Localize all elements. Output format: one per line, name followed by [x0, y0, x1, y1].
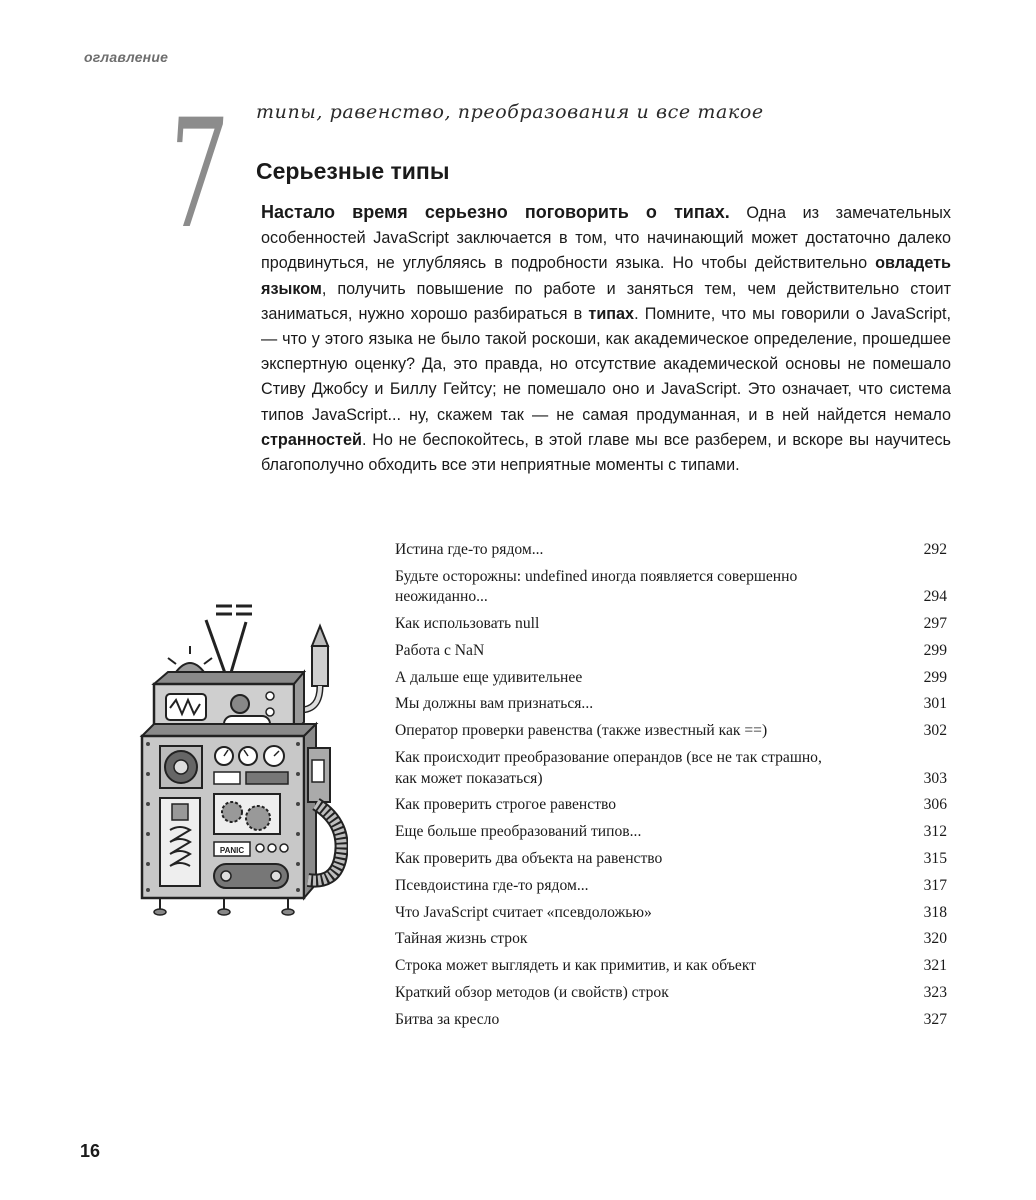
toc-entry[interactable]: [395, 694, 947, 715]
toc-entry-title: Тайная жизнь строк: [395, 930, 528, 948]
page-number: 16: [80, 1141, 101, 1161]
intro-text: Одна из замечательных особенностей JavaScript заключается в том, что начинающий может достаточно далеко продвинуться, не углубляясь в подробности языка. Но чтобы действительно: [261, 204, 952, 273]
toc-entry[interactable]: [395, 929, 947, 950]
toc-entry-title: Псевдоистина где-то рядом...: [395, 876, 589, 894]
robot-label-panic: PANIC: [219, 846, 245, 855]
toc-entry-title: Что JavaScript считает «псевдоложью»: [395, 903, 652, 921]
toc-entry-title: Как проверить два объекта на равенство: [395, 849, 663, 867]
toc-entry-title: Как проверить строгое равенство: [395, 796, 617, 814]
toc-entry[interactable]: [395, 956, 947, 977]
intro-text: . Но не беспокойтесь, в этой главе мы все разберем, и вскоре вы научитесь благополучно обходить все эти неприятные моменты с типами.: [261, 430, 951, 475]
toc-entry-page: 306: [923, 796, 947, 814]
toc-entry-page: 297: [923, 615, 947, 633]
intro-text: , получить повышение по работе и заняться тем, чем действительно стоит заниматься, нужно хорошо разбираться в: [261, 279, 951, 323]
toc-entry-page: 294: [923, 588, 947, 606]
toc-entry[interactable]: [395, 748, 947, 789]
intro-text: . Помните, что мы говорили о JavaScript, — что у этого языка не было такой роскоши, как академическое определение, прошедшее экспертную оценку? Да, это правда, но отсутствие академической основы не помешало Стиву Джобсу и Биллу Гейтсу; не помешало оно и JavaScript. Это означает, что система типов JavaScript... ну, скажем так — не самая продуманная, и в ней найдется немало: [261, 304, 951, 424]
toc-entry-page: 320: [923, 930, 947, 948]
toc-entry-title: Работа с NaN: [395, 641, 485, 659]
toc-entry-title: Истина где-то рядом...: [395, 541, 544, 558]
toc-entry[interactable]: [395, 721, 947, 742]
chapter-intro: [261, 200, 951, 478]
toc-entry[interactable]: [395, 1010, 947, 1031]
intro-bold: овладеть языком: [261, 254, 951, 298]
toc-entry[interactable]: [395, 876, 947, 897]
toc-entry[interactable]: [395, 540, 947, 561]
toc-entry-title: Строка может выглядеть и как примитив, и как объект: [395, 957, 757, 975]
toc-entry-title: Битва за кресло: [395, 1010, 500, 1028]
toc-entry-page: 299: [923, 668, 947, 686]
toc-entry-title: Будьте осторожны: undefined иногда появляется совершенно неожиданно...: [395, 567, 798, 606]
toc-entry-page: 321: [923, 957, 947, 975]
toc-entry-page: 315: [923, 849, 947, 867]
toc-entry-title: Оператор проверки равенства (также известный как ==): [395, 722, 768, 740]
chapter-title: Серьезные типы: [256, 158, 450, 184]
toc-entry-title: Еще больше преобразований типов...: [395, 823, 642, 841]
toc-entry-page: 312: [923, 823, 947, 841]
toc-entry[interactable]: [395, 822, 947, 843]
toc-entry-page: 318: [923, 903, 947, 921]
toc-entry-title: А дальше еще удивительнее: [395, 668, 583, 686]
toc-entry-page: 323: [923, 983, 947, 1001]
toc-entry-page: 327: [923, 1010, 947, 1028]
toc-entry-title: Как происходит преобразование операндов (все не так страшно, как может показаться): [395, 749, 822, 787]
toc-entry-page: 303: [923, 769, 947, 787]
toc-entry-page: 299: [923, 641, 947, 659]
toc-entry[interactable]: [395, 668, 947, 689]
toc-entry[interactable]: [395, 903, 947, 924]
chapter-number: 7: [161, 88, 232, 262]
table-of-contents: [395, 540, 947, 1037]
intro-bold: типах: [588, 304, 635, 323]
toc-entry[interactable]: [395, 614, 947, 635]
toc-entry-page: 292: [923, 541, 947, 558]
toc-entry-page: 302: [923, 722, 947, 740]
toc-entry[interactable]: [395, 567, 947, 608]
toc-entry-title: Как использовать null: [395, 615, 540, 633]
toc-entry-page: 317: [923, 876, 947, 894]
toc-entry[interactable]: [395, 641, 947, 662]
intro-lead: Настало время серьезно поговорить о типах.: [261, 202, 730, 222]
robot-illustration: [128, 598, 348, 918]
running-head: оглавление: [84, 49, 169, 65]
toc-entry[interactable]: [395, 849, 947, 870]
toc-entry[interactable]: [395, 795, 947, 816]
chapter-handwritten-title: типы, равенство, преобразования и все такое: [256, 101, 764, 123]
toc-entry-title: Мы должны вам признаться...: [395, 695, 594, 713]
toc-entry-title: Краткий обзор методов (и свойств) строк: [395, 983, 669, 1001]
intro-bold: странностей: [261, 430, 362, 449]
toc-entry[interactable]: [395, 983, 947, 1004]
toc-entry-page: 301: [923, 695, 947, 713]
